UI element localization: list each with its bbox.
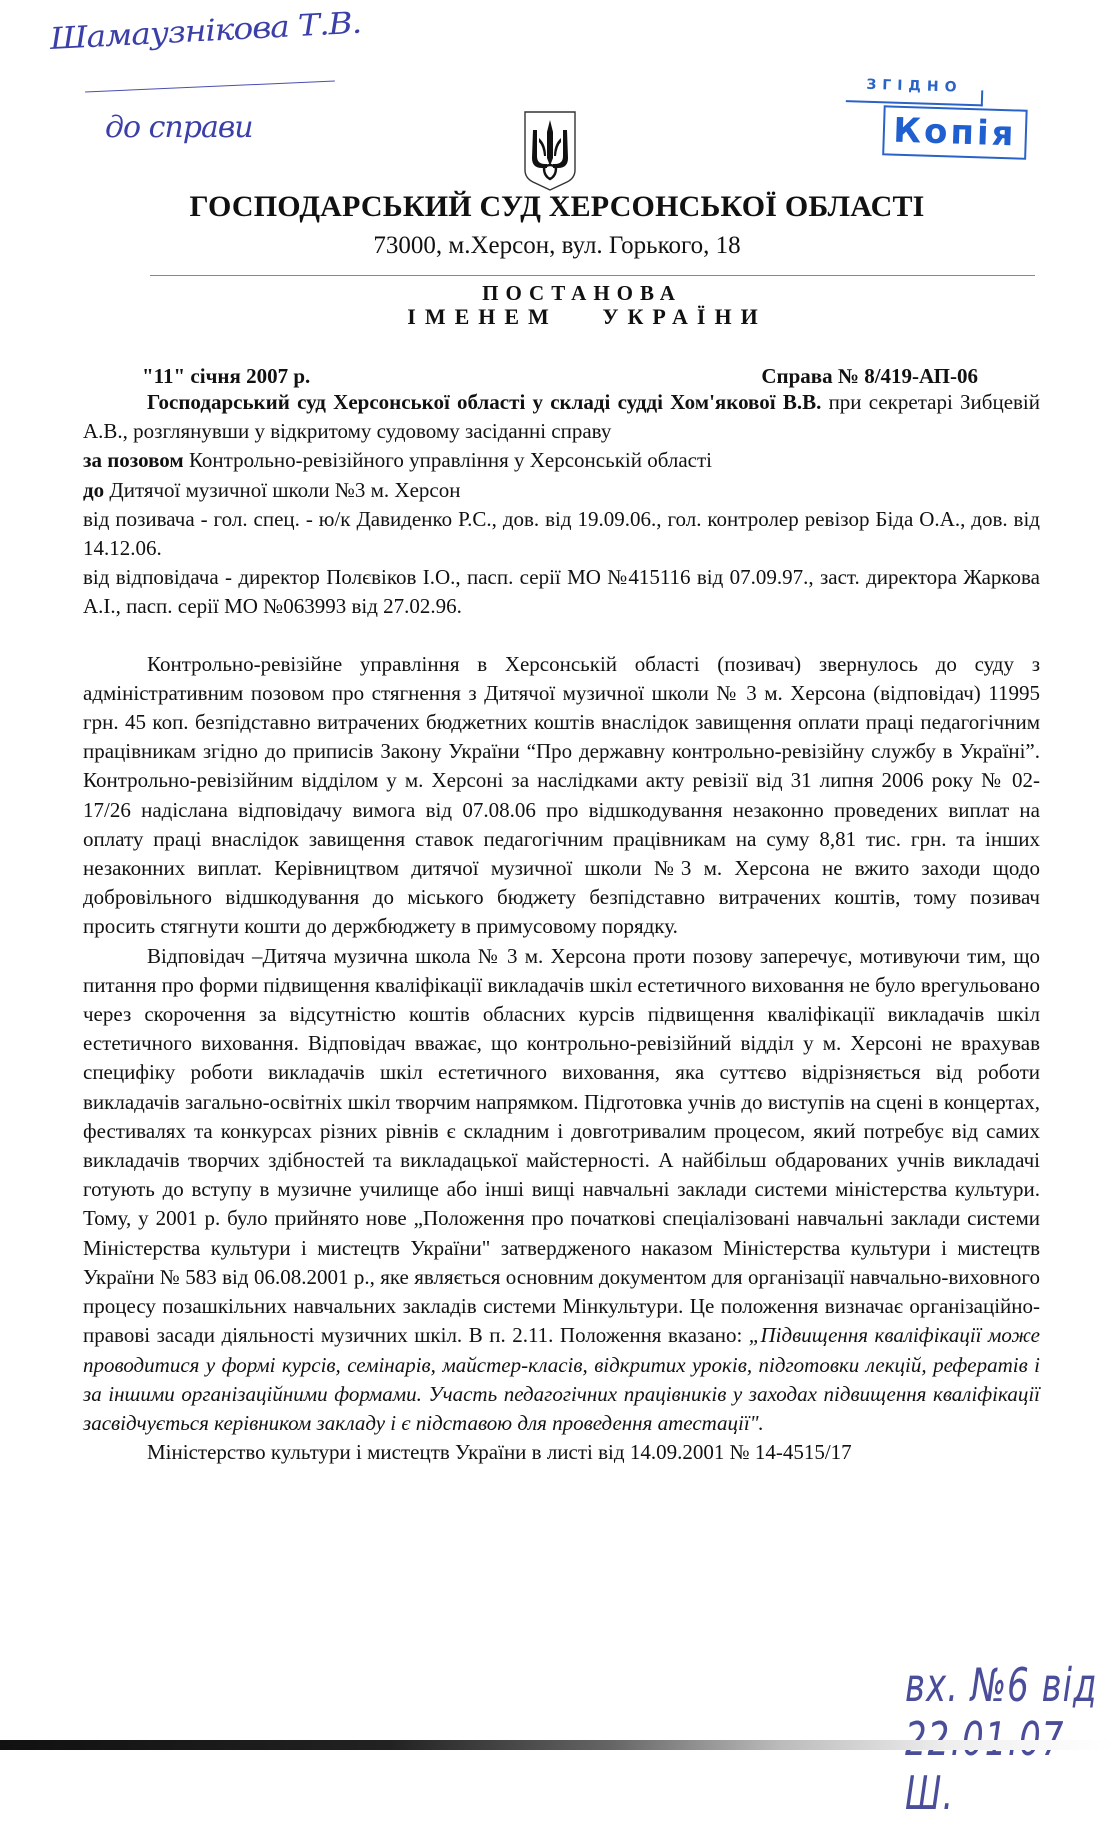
date-and-case-row (142, 364, 978, 389)
court-composition-paragraph (83, 388, 1040, 446)
handwritten-assignee-note: Шамаузнікова Т.В. (49, 5, 362, 57)
header-divider (150, 275, 1035, 276)
claim-label: за позовом (83, 448, 184, 473)
ukraine-trident-emblem-icon (522, 108, 578, 192)
document-body (83, 388, 1040, 1467)
defendant-objection-text: Відповідач –Дитяча музична школа № 3 м. Херсона проти позову заперечує, мотивуючи тим, що питання про форми підвищення кваліфікації викладачів шкіл естетичного виховання не було врегульовано через скорочення за відсутністю коштів обласних курсів підвищення кваліфікації викладачів шкіл естетичного виховання. Відповідач вважає, що контрольно-ревізійний відділ у м. Херсоні не врахував специфіку роботи викладачів шкіл естетичного виховання, яка суттєво відрізняється від роботи викладачів загально-освітніх шкіл творчим напрямком. Підготовка учнів до виступів на сцені в концертах, фестивалях та конкурсах різних рівнів є складним і довготривалим процесом, який потребує від самих викладачів творчих здібностей та викладацької майстерності. А найбільш обдарованих учнів викладачі готують до вступу в музичне училище або інші вищі навчальні заклади системи міністерства культури. Тому, у 2001 р. було прийнято нове „Положення про початкові спеціалізовані навчальні заклади системи Міністерства культури і мистецтв України" затвердженого наказом Міністерства культури і мистецтв України № 583 від 06.08.2001 р., яке являється основним документом для організації навчально-виховного процесу позашкільних навчальних закладів системи Мінкультури. Це положення визначає організаційно-правові засади діяльності музичних шкіл. В п. 2.11. Положення вказано: (83, 943, 1040, 1348)
defendant-objection-paragraph (83, 942, 1040, 1438)
court-composition-rest: при секретарі Зибцевій А.В., розглянувши у відкритому судовому засіданні справу (83, 390, 1040, 444)
scan-bottom-edge-shadow (0, 1740, 1114, 1750)
claim-text: Контрольно-ревізійного управління у Херсонській області (183, 448, 713, 473)
handwritten-incoming-registration: вх. №6 від Ш. (905, 1659, 1098, 1821)
stamp-top-text: ЗГІДНО (866, 76, 963, 96)
claim-line (83, 446, 1040, 475)
regulation-quote: „Підвищення кваліфікації може проводитися у формі курсів, семінарів, майстер-класів, відкритих уроків, підготовки лекцій, рефератів і за іншими організаційними формами. Участь педагогічних працівників у заходах підвищення кваліфікації засвідчується керівником закладу і є підставою для проведення атестації". (83, 1323, 1040, 1435)
court-composition-bold: Господарський суд Херсонської області у складі судді Хом'якової В.В. (147, 390, 822, 414)
defendant-text: Дитячої музичної школи №3 м. Херсон (104, 477, 461, 502)
stamp-top-frame (846, 76, 983, 106)
ministry-letter-paragraph: Міністерство культури і мистецтв України в листі від 14.09.2001 № 14-4515/17 (147, 1440, 852, 1465)
decision-date: "11" січня 2007 р. (142, 364, 311, 388)
document-subtitle: ІМЕНЕМ УКРАЇНИ (407, 304, 767, 329)
defendant-representatives: від відповідача - директор Полєвіков І.О., пасп. серії МО №415116 від 07.09.97., заст. директора Жаркова А.І., пасп. серії МО №063993 від 27.02.96. (83, 565, 1040, 619)
court-address: 73000, м.Херсон, вул. Горького, 18 (373, 232, 741, 259)
document-type-title: ПОСТАНОВА (482, 281, 682, 305)
defendant-label: до (83, 477, 105, 502)
plaintiff-representatives: від позивача - гол. спец. - ю/к Давиденко Р.С., дов. від 19.09.06., гол. контролер ревізор Біда О.А., дов. від 14.12.06. (83, 506, 1040, 561)
handwritten-underline (85, 81, 335, 93)
case-number: Справа № 8/419-АП-06 (761, 364, 978, 388)
paragraph-gap (83, 622, 1040, 650)
stamp-copy-box (882, 105, 1027, 159)
defendant-line (83, 476, 1040, 505)
court-name-heading: ГОСПОДАРСЬКИЙ СУД ХЕРСОНСЬКОЇ ОБЛАСТІ (189, 190, 925, 223)
handwritten-to-case-note: до справи (105, 110, 253, 145)
plaintiff-claim-paragraph: Контрольно-ревізійне управління в Херсонській області (позивач) звернулось до суду з адміністративним позовом про стягнення з Дитячої музичної школи № 3 м. Херсона (відповідач) 11995 грн. 45 коп. безпідставно витрачених бюджетних коштів внаслідок завищення оплати праці педагогічним працівникам згідно до приписів Закону України “Про державну контрольно-ревізійну службу в Україні”. Контрольно-ревізійним відділом у м. Херсоні за наслідками акту ревізії від 31 липня 2006 року № 02-17/26 надіслана відповідачу вимога від 07.08.06 про відшкодування незаконно проведених виплат на оплату праці внаслідок завищення ставок педагогічним працівникам на суму 8,81 тис. грн. та інших незаконних виплат. Керівництвом дитячої музичної школи №3 м. Херсона не вжито заходи щодо добровільного відшкодування до міського бюджету безпідставно витрачених коштів, тому позивач просить стягнути кошти до держбюджету в примусовому порядку. (83, 651, 1040, 939)
copy-stamp (844, 76, 1096, 174)
stamp-copy-label: Копія (892, 110, 1018, 155)
